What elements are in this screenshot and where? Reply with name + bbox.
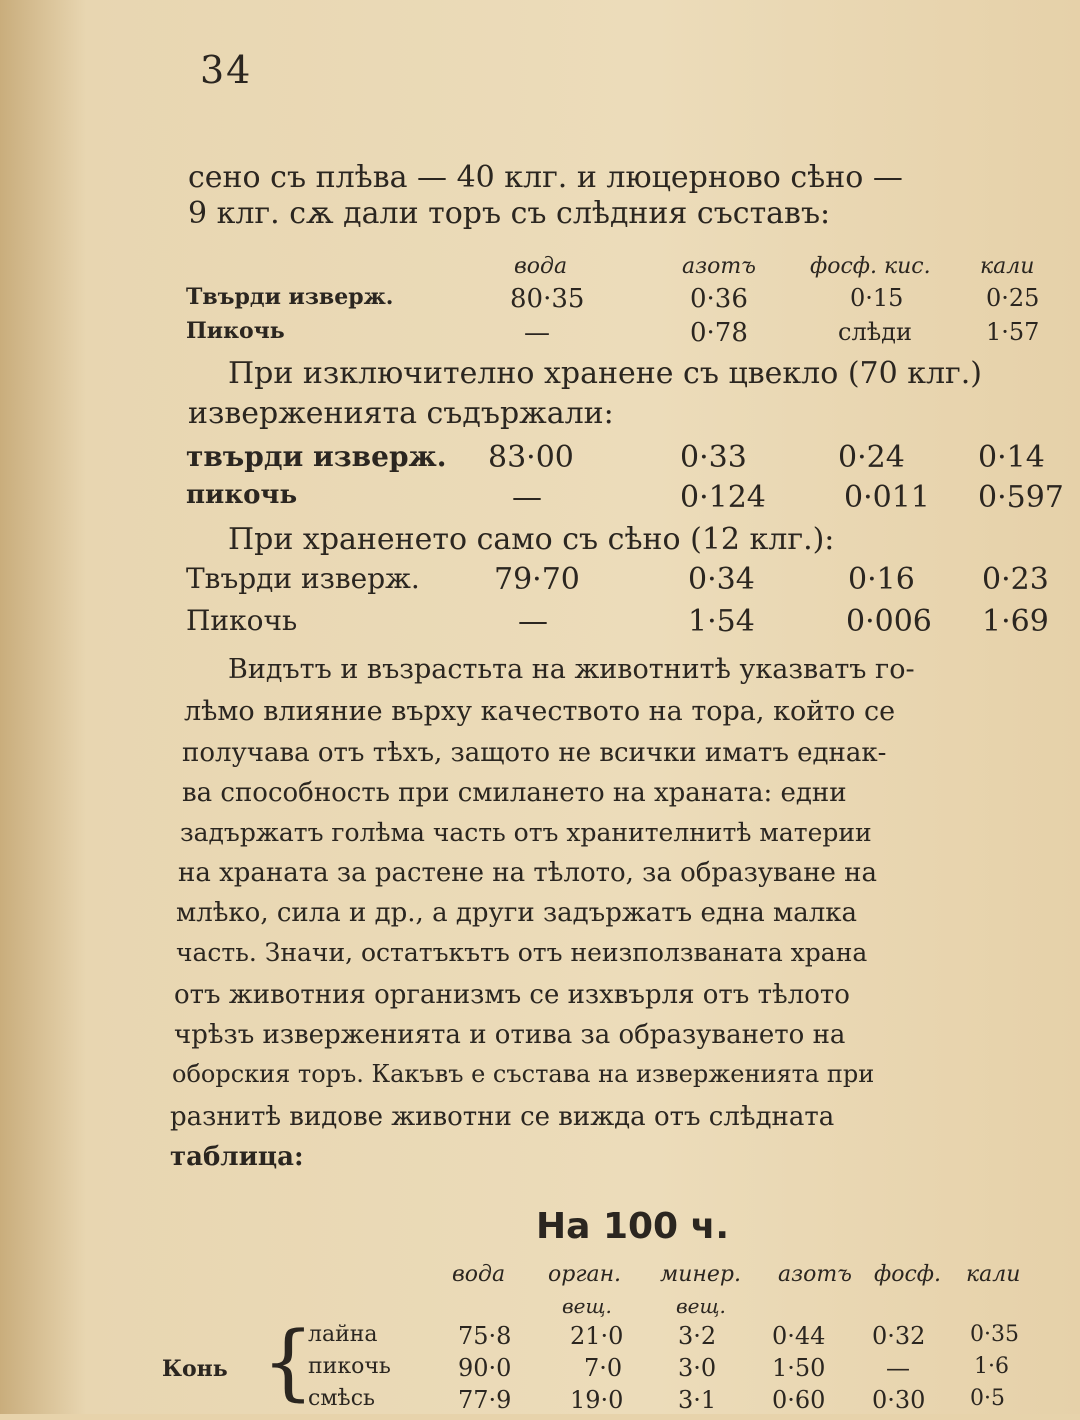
col-header: фосф. <box>874 1262 941 1287</box>
cell: 19·0 <box>570 1386 624 1414</box>
col-header: минер. <box>660 1262 741 1287</box>
cell: 0·24 <box>838 440 905 475</box>
cell: 21·0 <box>570 1322 624 1350</box>
cell: 3·2 <box>678 1322 717 1350</box>
text-line: лѣмо влияние върху качеството на тора, който се <box>184 696 896 727</box>
table1-header-row <box>186 254 1066 288</box>
text-line: чрѣзъ изверженията и отива за образуването на <box>174 1020 846 1050</box>
cell: — <box>518 604 548 639</box>
row-label: твърди изверж. <box>186 440 447 473</box>
table-row <box>186 562 1066 596</box>
table-heading: На 100 ч. <box>536 1206 730 1247</box>
cell: 1·50 <box>772 1354 826 1382</box>
row-label: Твърди изверж. <box>186 284 394 310</box>
cell: 77·9 <box>458 1386 512 1414</box>
text-line: оборския торъ. Какъвъ е състава на изверженията при <box>172 1060 875 1088</box>
text-line: изверженията съдържали: <box>188 396 614 431</box>
cell: слѣди <box>838 318 912 346</box>
cell: 0·16 <box>848 562 915 597</box>
cell: 83·00 <box>488 440 574 475</box>
text-line: на храната за растене на тѣлото, за образуване на <box>178 858 878 888</box>
row-label: пикочь <box>186 480 298 510</box>
cell: 79·70 <box>494 562 580 597</box>
cell: 0·34 <box>688 562 755 597</box>
cell: 0·5 <box>970 1386 1005 1411</box>
cell: 90·0 <box>458 1354 512 1382</box>
cell: 0·14 <box>978 440 1045 475</box>
cell: 3·0 <box>678 1354 717 1382</box>
table-row <box>186 480 1066 514</box>
text-line: отъ животния организмъ се изхвърля отъ тѣлото <box>174 980 850 1010</box>
cell: 0·36 <box>690 284 748 314</box>
cell: 0·60 <box>772 1386 826 1414</box>
text-line: При изключително хранене съ цвекло (70 клг.) <box>228 356 982 391</box>
text-line: задържатъ голѣма часть отъ хранителнитѣ материи <box>180 818 872 847</box>
text-line: таблица: <box>170 1142 304 1172</box>
cell: 0·30 <box>872 1386 926 1414</box>
text-line: часть. Значи, остатъкътъ отъ неизползваната храна <box>176 938 868 967</box>
brace-icon: { <box>262 1315 315 1410</box>
col-header: вода <box>452 1262 506 1287</box>
cell: 75·8 <box>458 1322 512 1350</box>
cell: 0·006 <box>846 604 932 639</box>
text-line: получава отъ тѣхъ, защото не всички иматъ еднак- <box>182 738 887 768</box>
col-header: азотъ <box>778 1262 852 1287</box>
text-line: сено съ плѣва — 40 клг. и люцерново сѣно — <box>188 160 903 195</box>
cell: — <box>886 1354 910 1382</box>
table4-header-row <box>170 1262 1050 1296</box>
row-label: смѣсь <box>308 1386 375 1411</box>
cell: 1·57 <box>986 318 1040 346</box>
table-row <box>186 604 1066 638</box>
cell: 0·33 <box>680 440 747 475</box>
text-line: млѣко, сила и др., а други задържатъ една малка <box>176 898 857 928</box>
col-header: азотъ <box>682 254 756 279</box>
cell: 1·54 <box>688 604 755 639</box>
cell: 3·1 <box>678 1386 717 1414</box>
row-label: Твърди изверж. <box>186 562 420 595</box>
row-label: лайна <box>308 1322 378 1347</box>
cell: 80·35 <box>510 284 585 314</box>
table-row <box>170 1386 1050 1420</box>
cell: 0·124 <box>680 480 766 515</box>
cell: 0·011 <box>844 480 930 515</box>
page-number: 34 <box>200 48 253 92</box>
table-row <box>186 284 1066 318</box>
text-line: Видътъ и възрастьта на животнитѣ указватъ го- <box>228 654 915 685</box>
col-subheader: вещ. <box>676 1294 726 1318</box>
col-subheader: вещ. <box>562 1294 612 1318</box>
cell: 7·0 <box>584 1354 623 1382</box>
cell: 0·78 <box>690 318 748 348</box>
cell: 0·35 <box>970 1322 1019 1347</box>
cell: 1·69 <box>982 604 1049 639</box>
table-row <box>186 318 1066 352</box>
row-label: Пикочь <box>186 604 298 637</box>
cell: — <box>524 318 550 348</box>
cell: 0·597 <box>978 480 1064 515</box>
text-line: ва способность при смилането на храната: едни <box>182 778 847 808</box>
col-header: кали <box>980 254 1035 279</box>
text-line: 9 клг. сѫ дали торъ съ слѣдния съставъ: <box>188 196 831 231</box>
cell: 0·23 <box>982 562 1049 597</box>
text-line: разнитѣ видове животни се вижда отъ слѣдната <box>170 1102 835 1132</box>
col-header: фосф. кис. <box>810 254 931 279</box>
col-header: орган. <box>548 1262 622 1287</box>
cell: 0·44 <box>772 1322 826 1350</box>
group-label: Конь <box>162 1356 228 1382</box>
col-header: вода <box>514 254 568 279</box>
col-header: кали <box>966 1262 1021 1287</box>
table-row <box>170 1354 1050 1388</box>
cell: 0·15 <box>850 284 904 312</box>
cell: 0·32 <box>872 1322 926 1350</box>
cell: 0·25 <box>986 284 1040 312</box>
table-row <box>170 1322 1050 1356</box>
text-line: При храненето само съ сѣно (12 клг.): <box>228 522 835 557</box>
table-row <box>186 440 1066 474</box>
row-label: Пикочь <box>186 318 285 344</box>
cell: — <box>512 480 542 515</box>
cell: 1·6 <box>974 1354 1009 1379</box>
row-label: пикочь <box>308 1354 391 1379</box>
